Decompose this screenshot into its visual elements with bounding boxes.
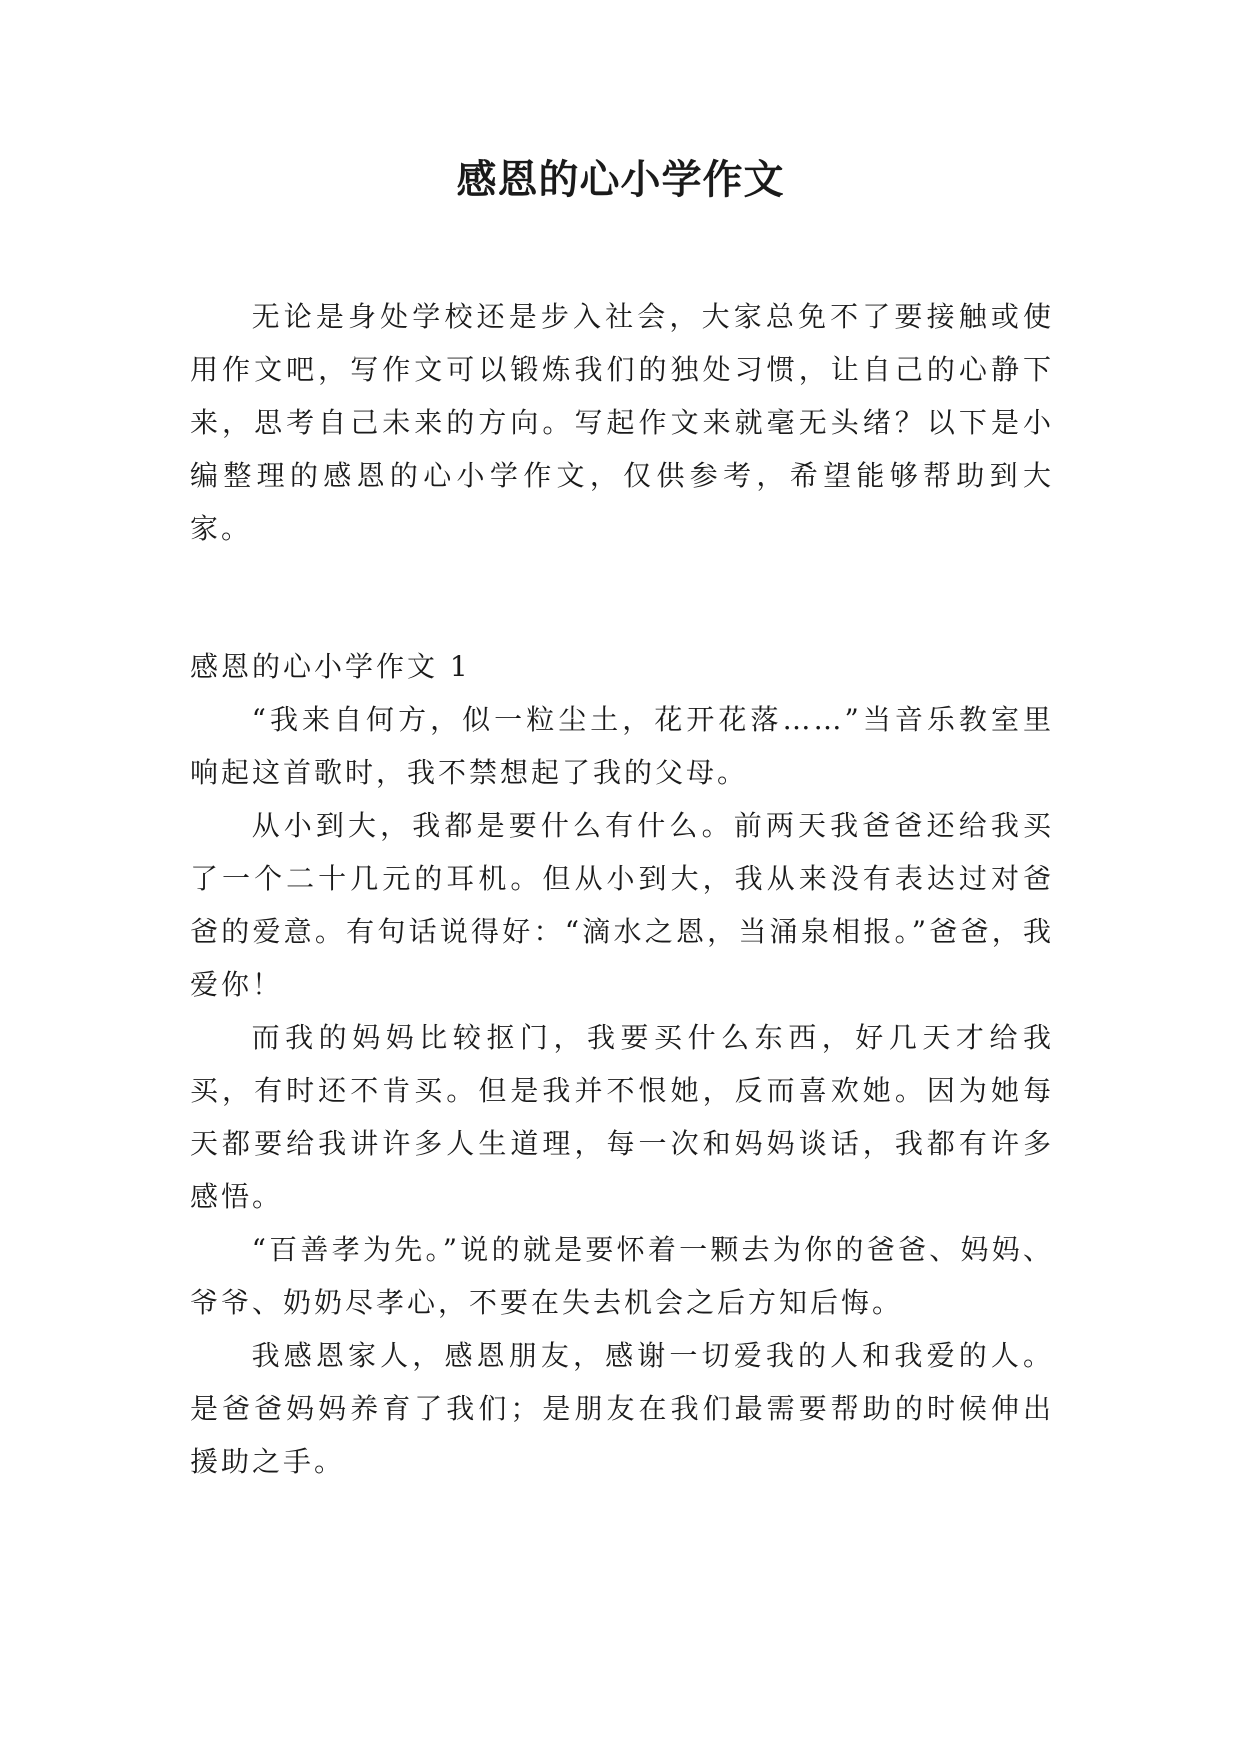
article-heading: 感恩的心小学作文 1 <box>190 650 471 683</box>
intro-paragraph: 无论是身处学校还是步入社会，大家总免不了要接触或使用作文吧，写作文可以锻炼我们的独处习惯，让自己的心静下来，思考自己未来的方向。写起作文来就毫无头绪？以下是小编整理的感恩的心小学作文，仅供参考，希望能够帮助到大家。 <box>190 300 1054 545</box>
intro-section <box>190 290 1054 555</box>
document-title: 感恩的心小学作文 <box>456 156 785 203</box>
article-paragraph: “我来自何方，似一粒尘土，花开花落……”当音乐教室里响起这首歌时，我不禁想起了我的父母。 <box>190 703 1054 789</box>
article-paragraph: 从小到大，我都是要什么有什么。前两天我爸爸还给我买了一个二十几元的耳机。但从小到大，我从来没有表达过对爸爸的爱意。有句话说得好：“滴水之恩，当涌泉相报。”爸爸，我爱你！ <box>190 809 1054 1001</box>
article-paragraph: “百善孝为先。”说的就是要怀着一颗去为你的爸爸、妈妈、爷爷、奶奶尽孝心，不要在失去机会之后方知后悔。 <box>190 1233 1054 1319</box>
article-paragraph: 而我的妈妈比较抠门，我要买什么东西，好几天才给我买，有时还不肯买。但是我并不恨她，反而喜欢她。因为她每天都要给我讲许多人生道理，每一次和妈妈谈话，我都有许多感悟。 <box>190 1021 1054 1213</box>
article-paragraph: 我感恩家人，感恩朋友，感谢一切爱我的人和我爱的人。是爸爸妈妈养育了我们；是朋友在我们最需要帮助的时候伸出援助之手。 <box>190 1339 1054 1478</box>
article-section <box>190 640 1054 1488</box>
